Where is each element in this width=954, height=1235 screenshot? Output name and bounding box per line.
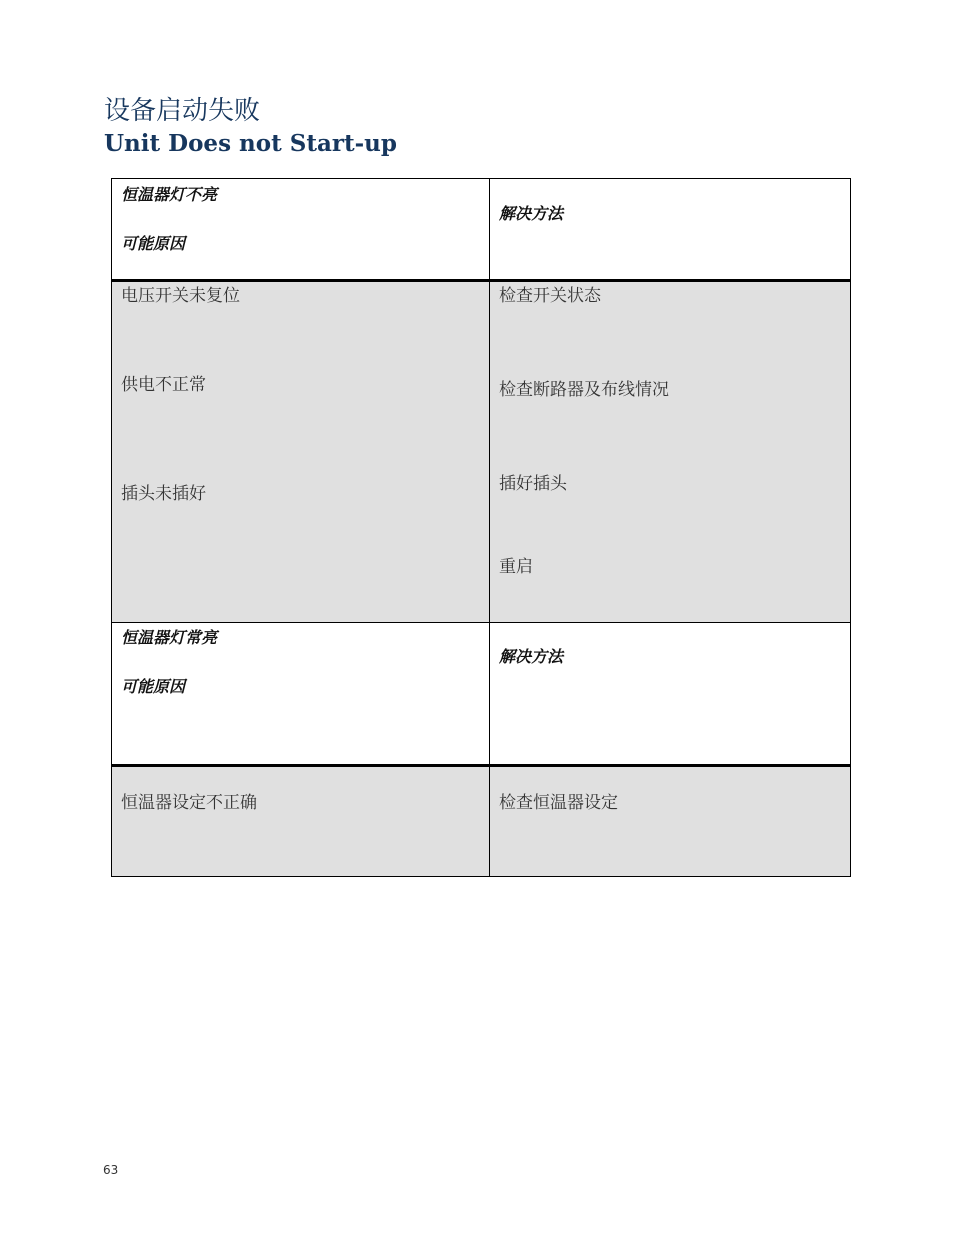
section2-solution-1: 检查恒温器设定 bbox=[499, 793, 618, 813]
troubleshooting-table bbox=[111, 178, 851, 877]
section1-solution-2: 检查断路器及布线情况 bbox=[499, 380, 669, 400]
section1-cause-header: 可能原因 bbox=[121, 234, 186, 253]
section1-solution-1: 检查开关状态 bbox=[499, 286, 601, 306]
section1-cause-2: 供电不正常 bbox=[121, 375, 206, 395]
section2-cause-1: 恒温器设定不正确 bbox=[121, 793, 257, 813]
section2-symptom-header: 恒温器灯常亮 bbox=[121, 628, 218, 647]
section2-solution-header: 解决方法 bbox=[499, 647, 564, 666]
page-title-english: Unit Does not Start-up bbox=[104, 130, 397, 157]
section1-header-rule bbox=[112, 279, 850, 282]
section1-cause-1: 电压开关未复位 bbox=[121, 286, 240, 306]
page-number: 63 bbox=[103, 1163, 119, 1177]
section1-cause-3: 插头未插好 bbox=[121, 484, 206, 504]
column-divider bbox=[489, 179, 490, 876]
section2-body-background bbox=[112, 767, 850, 876]
section2-cause-header: 可能原因 bbox=[121, 677, 186, 696]
section1-solution-3: 插好插头 bbox=[499, 474, 567, 494]
section1-solution-header: 解决方法 bbox=[499, 204, 564, 223]
section2-header-rule bbox=[112, 764, 850, 767]
section1-body-background bbox=[112, 282, 850, 623]
section1-symptom-header: 恒温器灯不亮 bbox=[121, 185, 218, 204]
section-divider-rule bbox=[112, 622, 850, 623]
page-title-chinese: 设备启动失败 bbox=[104, 96, 261, 126]
section1-solution-4: 重启 bbox=[499, 557, 533, 577]
